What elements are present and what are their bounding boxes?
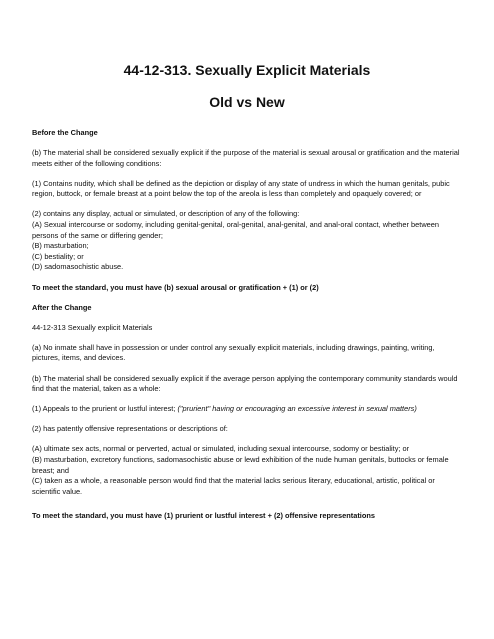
after-list-line: (A) ultimate sex acts, normal or perverted, actual or simulated, including sexual intercourse, sodomy or bestiality; or xyxy=(32,444,410,454)
after-heading: After the Change xyxy=(32,302,92,312)
after-list-line: (C) taken as a whole, a reasonable person would find that the material lacks serious literary, educational, artistic, political or scientific value. xyxy=(32,476,435,496)
before-heading: Before the Change xyxy=(32,128,98,137)
before-paragraph-2 xyxy=(32,209,464,273)
after-paragraph-1-text: (1) Appeals to the prurient or lustful interest; xyxy=(32,404,178,414)
document-body xyxy=(32,128,464,531)
before-standard: To meet the standard, you must have (b) sexual arousal or gratification + (1) or (2) xyxy=(32,282,319,292)
before-list-line: (A) Sexual intercourse or sodomy, including genital-genital, oral-genital, anal-genital, and anal-oral contact, whether between persons of the same or differing gender; xyxy=(32,220,439,240)
before-list-line: (2) contains any display, actual or simulated, or description of any of the following: xyxy=(32,209,300,219)
before-paragraph-b: (b) The material shall be considered sexually explicit if the purpose of the material is sexual arousal or gratification and the material meets either of the following conditions: xyxy=(32,148,460,168)
prurient-definition: ("prurient" having or encouraging an excessive interest in sexual matters) xyxy=(177,404,417,414)
before-list-line: (C) bestiality; or xyxy=(32,251,84,261)
after-paragraph-2: (2) has patently offensive representations or descriptions of: xyxy=(32,424,228,434)
after-section-title: 44-12-313 Sexually explicit Materials xyxy=(32,322,153,332)
before-paragraph-1: (1) Contains nudity, which shall be defined as the depiction or display of any state of undress in which the human genitals, pubic region, buttock, or female breast at a point below the top of the areola is less than completely and opaquely covered; or xyxy=(32,178,450,199)
document-title: 44-12-313. Sexually Explicit Materials xyxy=(123,62,371,78)
before-list-line: (D) sadomasochistic abuse. xyxy=(32,262,124,272)
after-list xyxy=(32,444,464,497)
after-paragraph-a: (a) No inmate shall have in possession or under control any sexually explicit materials, including drawings, painting, writing, pictures, items, and devices. xyxy=(32,342,435,363)
after-list-line: (B) masturbation, excretory functions, sadomasochistic abuse or lewd exhibition of the nude human genitals, buttocks or female breast; and xyxy=(32,454,449,475)
after-paragraph-b: (b) The material shall be considered sexually explicit if the average person applying the contemporary community standards would find that the material, taken as a whole: xyxy=(32,373,458,394)
before-list-line: (B) masturbation; xyxy=(32,241,89,251)
document-subtitle: Old vs New xyxy=(209,94,285,110)
after-standard: To meet the standard, you must have (1) prurient or lustful interest + (2) offensive representations xyxy=(32,511,375,521)
after-paragraph-1 xyxy=(32,404,464,415)
